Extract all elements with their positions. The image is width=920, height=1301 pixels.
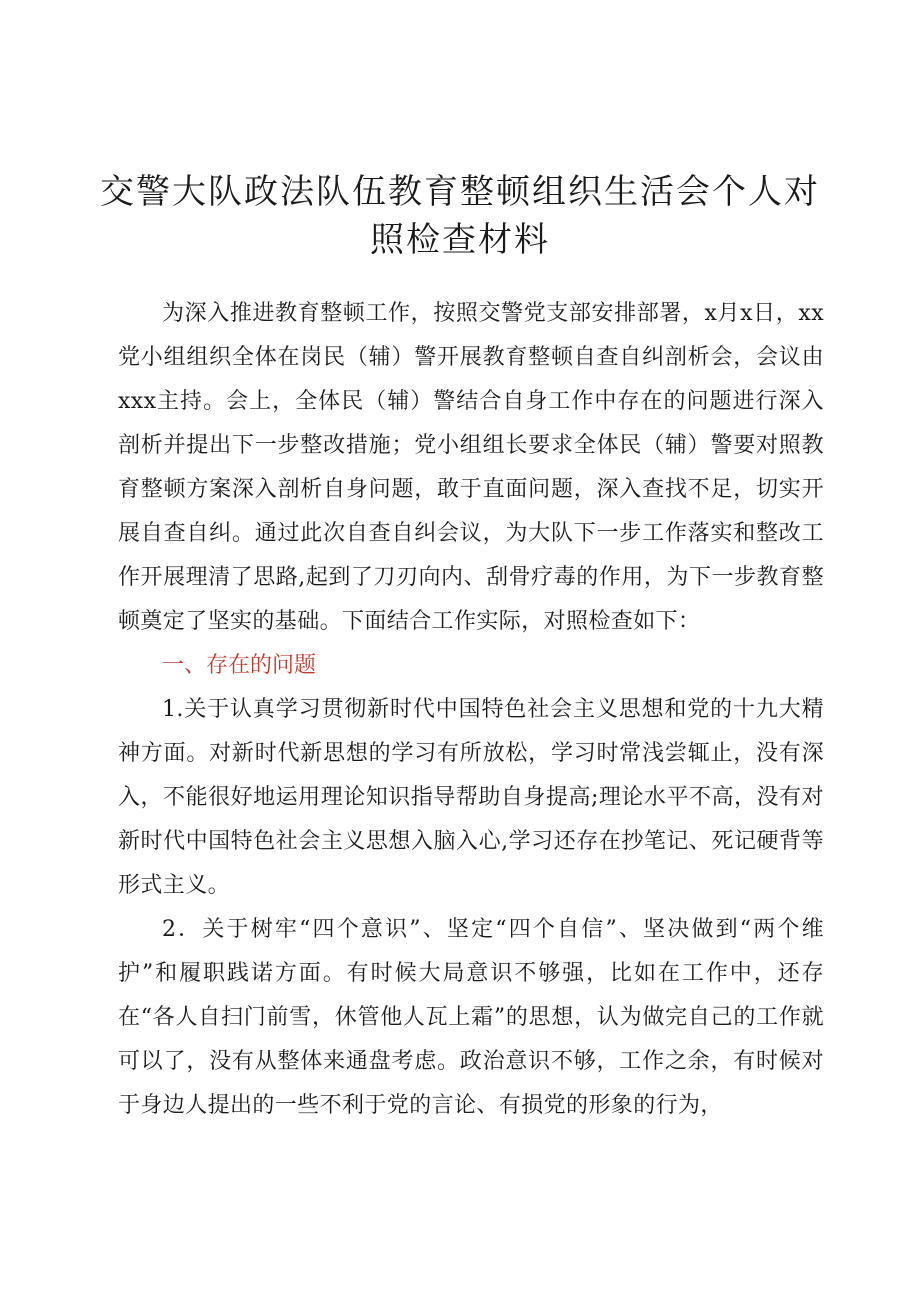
document-title: 交警大队政法队伍教育整顿组织生活会个人对照检查材料 [100, 172, 820, 260]
problem-item-2: 2．关于树牢“四个意识”、坚定“四个自信”、坚决做到“两个维护”和履职践诺方面。有时候大局意识不够强，比如在工作中，还存在“各人自扫门前雪，休管他人瓦上霜”的思想，认为做完自己的工作就可以了，没有从整体来通盘考虑。政治意识不够，工作之余，有时候对于身边人提出的一些不利于党的言论、有损党的形象的行为， [118, 917, 824, 1118]
problem-item-1: 1.关于认真学习贯彻新时代中国特色社会主义思想和党的十九大精神方面。对新时代新思想的学习有所放松，学习时常浅尝辄止，没有深入，不能很好地运用理论知识指导帮助自身提高;理论水平不高，没有对新时代中国特色社会主义思想入脑入心,学习还存在抄笔记、死记硬背等形式主义。 [118, 697, 824, 898]
intro-paragraph: 为深入推进教育整顿工作，按照交警党支部安排部署，x月x日，xx党小组组织全体在岗民（辅）警开展教育整顿自查自纠剖析会，会议由xxx主持。会上，全体民（辅）警结合自身工作中存在的问题进行深入剖析并提出下一步整改措施；党小组组长要求全体民（辅）警要对照教育整顿方案深入剖析自身问题，敢于直面问题，深入查找不足，切实开展自查自纠。通过此次自查自纠会议，为大队下一步工作落实和整改工作开展理清了思路,起到了刀刃向内、刮骨疗毒的作用，为下一步教育整顿奠定了坚实的基础。下面结合工作实际，对照检查如下： [118, 301, 824, 634]
section-heading: 一、存在的问题 [162, 653, 317, 678]
document-body [118, 292, 824, 1128]
